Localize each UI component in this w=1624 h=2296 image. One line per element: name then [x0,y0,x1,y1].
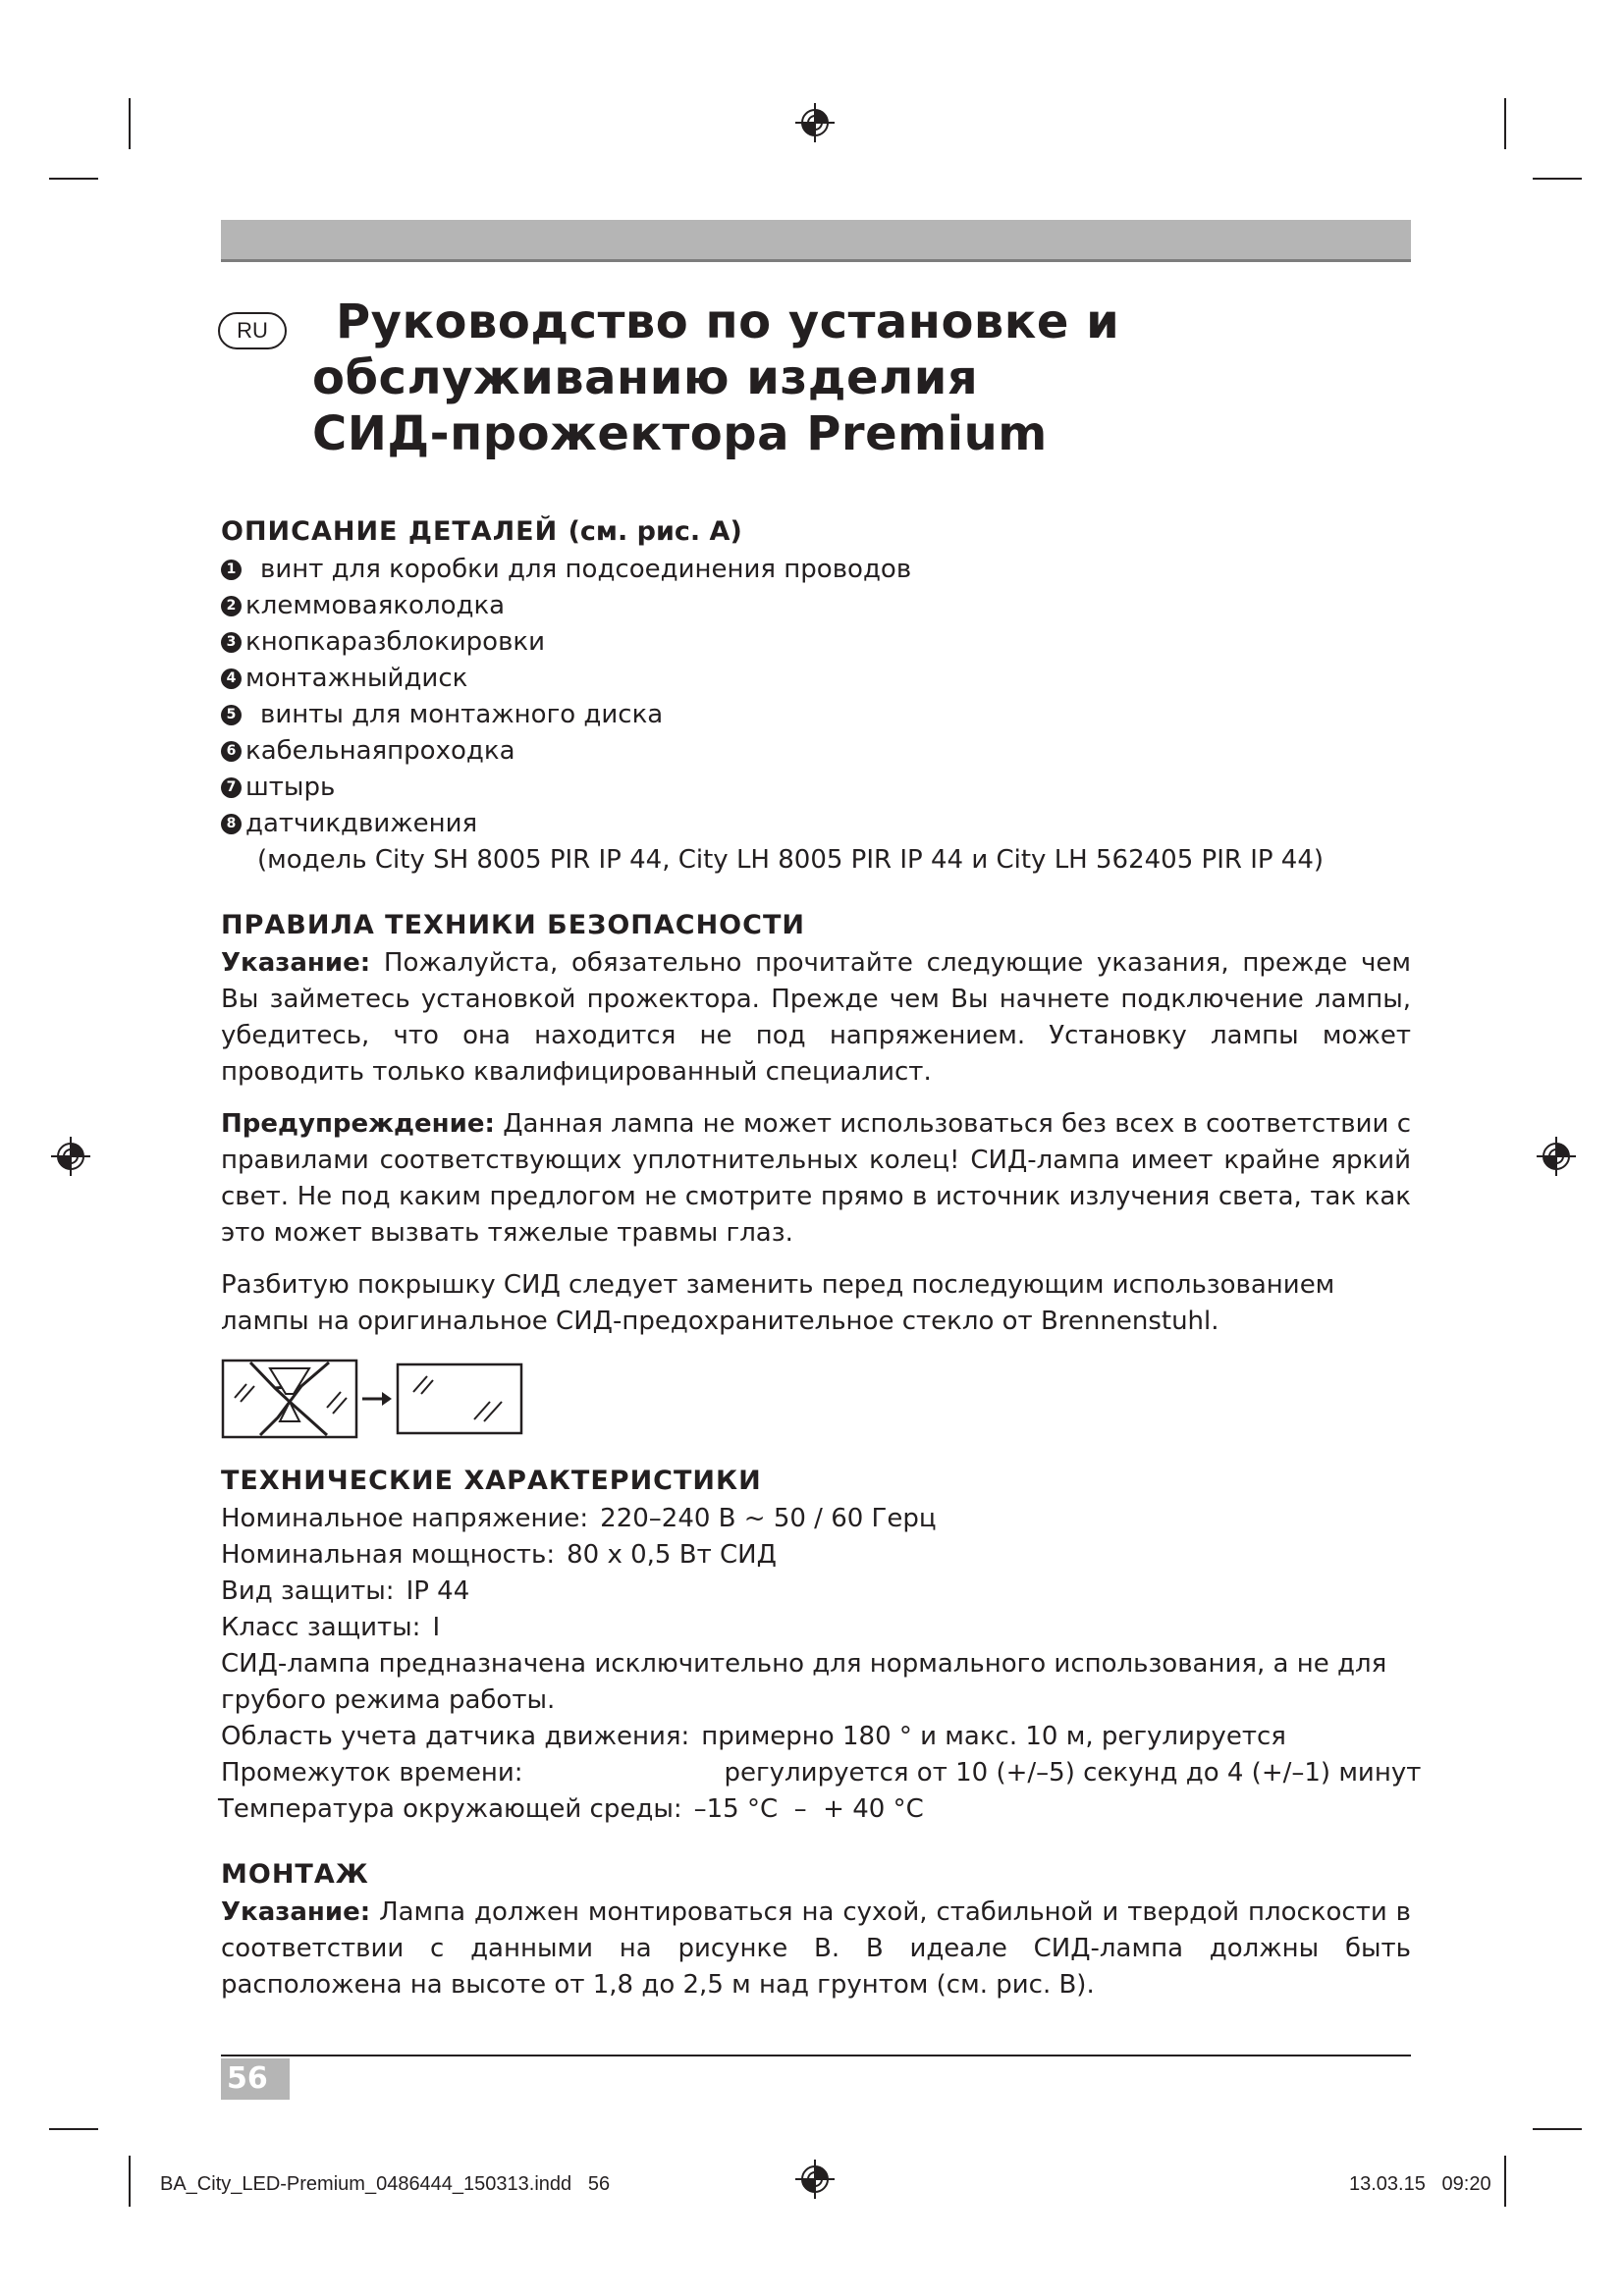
spec-usage-note: СИД-лампа предназначена исключительно для нормального использования, а не для грубого режима работы. [221,1649,1387,1715]
number-5-icon: 5 [221,705,242,725]
slug-file-name: BA_City_LED-Premium_0486444_150313.indd 56 [160,2173,611,2195]
number-4-icon: 4 [221,668,242,689]
part-label: штырь [245,773,336,802]
spec-value: I [432,1613,441,1642]
title-line-1: Руководство по установке и [336,294,1120,349]
crop-mark-bottom-left-h [49,2128,98,2130]
list-item [221,770,1411,806]
safety-note [221,945,1411,1091]
number-3-icon: 3 [221,632,242,653]
part-label: монтажныйдиск [245,664,468,693]
number-1-icon: 1 [221,560,242,580]
list-item [221,806,1411,842]
spec-value: IP 44 [406,1576,470,1606]
safety-warning [221,1106,1411,1252]
spec-sensor [221,1719,1411,1755]
spec-protection-class [221,1610,1411,1646]
crop-mark-bottom-left [129,2156,131,2207]
spec-label: Область учета датчика движения: [221,1722,690,1751]
part-label: клеммоваяколодка [245,591,506,620]
mounting-note-label: Указание: [221,1897,371,1927]
spec-voltage [221,1501,1411,1537]
safety-warning-text: Данная лампа не может использоваться без всех в соответствии с правилами соответствующих уплотнительных колец! СИД-лампа имеет крайне яркий свет. Не под каким предлогом не смотрите прямо в источник излучения света, так как это может вызвать тяжелые травмы глаз. [221,1109,1412,1248]
crop-mark-top-right-h [1533,178,1582,180]
part-label: датчикдвижения [245,809,478,838]
number-8-icon: 8 [221,814,242,834]
crop-mark-top-right [1504,98,1506,149]
registration-mark-left-icon [51,1137,90,1176]
spec-value: регулируется от 10 (+/–5) секунд до 4 (+/–1) минут [724,1758,1422,1788]
parts-heading-suffix: (см. рис. А) [568,516,742,547]
page-number: 56 [221,2058,290,2100]
list-item [221,733,1411,770]
registration-mark-bottom-icon [795,2160,835,2199]
glass-replacement-diagram [221,1358,1411,1440]
spec-time [221,1755,1422,1791]
crop-mark-bottom-right-h [1533,2128,1582,2130]
part-label: винты для монтажного диска [260,700,664,729]
parts-heading [221,512,1411,552]
list-item [221,697,1411,733]
arrow-right-icon [360,1389,394,1409]
list-item [221,552,1411,588]
list-item [221,661,1411,697]
parts-model-note: (модель City SH 8005 PIR IP 44, City LH 8005 PIR IP 44 и City LH 562405 PIR IP 44) [257,845,1325,875]
title-line-3: СИД-прожектора Premium [312,406,1048,461]
spec-label: Номинальная мощность: [221,1540,556,1570]
footer-rule [221,2055,1411,2056]
page-title [312,294,1119,462]
spec-label: Температура окружающей среды: [218,1794,682,1824]
part-label: кабельнаяпроходка [245,736,515,766]
safety-note-text: Пожалуйста, обязательно прочитайте следующие указания, прежде чем Вы займетесь установкой прожектора. Прежде чем Вы начнете подключение лампы, убедитесь, что она находится не под напряжением. Установку лампы может проводить только квалифицированный специалист. [221,948,1411,1087]
main-content [218,512,1422,2003]
list-item [221,588,1411,624]
crop-mark-top-left [129,98,131,149]
mounting-note [221,1895,1411,2003]
specs-heading: ТЕХНИЧЕСКИЕ ХАРАКТЕРИСТИКИ [221,1466,762,1496]
part-label: винт для коробки для подсоединения проводов [260,555,912,584]
safety-warning-label: Предупреждение: [221,1109,495,1139]
spec-label: Номинальное напряжение: [221,1504,589,1533]
spec-label: Промежуток времени: [221,1758,523,1788]
crop-mark-bottom-right [1504,2156,1506,2207]
registration-mark-top-icon [795,103,835,142]
safety-heading: ПРАВИЛА ТЕХНИКИ БЕЗОПАСНОСТИ [221,910,805,940]
list-item [221,624,1411,661]
number-2-icon: 2 [221,596,242,616]
header-bar [221,220,1411,262]
title-line-2: обслуживанию изделия [312,350,979,405]
safety-replace-text: Разбитую покрышку СИД следует заменить перед последующим использованием лампы на оригинальное СИД-предохранительное стекло от Brennenstuhl. [221,1270,1335,1336]
spec-label: Класс защиты: [221,1613,421,1642]
spec-value: 80 x 0,5 Вт СИД [567,1540,777,1570]
registration-mark-right-icon [1537,1137,1576,1176]
spec-power [221,1537,1411,1574]
spec-label: Вид защиты: [221,1576,395,1606]
spec-value: –15 °C – + 40 °C [693,1794,924,1824]
spec-value: 220–240 В ~ 50 / 60 Герц [600,1504,937,1533]
spec-temperature [218,1791,1411,1828]
parts-list [221,552,1411,842]
language-badge: RU [218,312,287,349]
new-glass-icon [396,1362,523,1435]
number-6-icon: 6 [221,741,242,762]
broken-glass-icon [221,1359,358,1439]
number-7-icon: 7 [221,777,242,798]
crop-mark-top-left-h [49,178,98,180]
parts-heading-text: ОПИСАНИЕ ДЕТАЛЕЙ [221,516,559,547]
spec-value: примерно 180 ° и макс. 10 м, регулируется [701,1722,1286,1751]
safety-note-label: Указание: [221,948,371,978]
mounting-note-text: Лампа должен монтироваться на сухой, стабильной и твердой плоскости в соответствии с данными на рисунке В. В идеале СИД-лампа должны быть расположена на высоте от 1,8 до 2,5 м над грунтом (см. рис. В). [221,1897,1412,2000]
slug-datetime: 13.03.15 09:20 [1349,2173,1491,2195]
part-label: кнопкаразблокировки [245,627,546,657]
mounting-heading: МОНТАЖ [221,1859,369,1890]
spec-protection-type [221,1574,1411,1610]
